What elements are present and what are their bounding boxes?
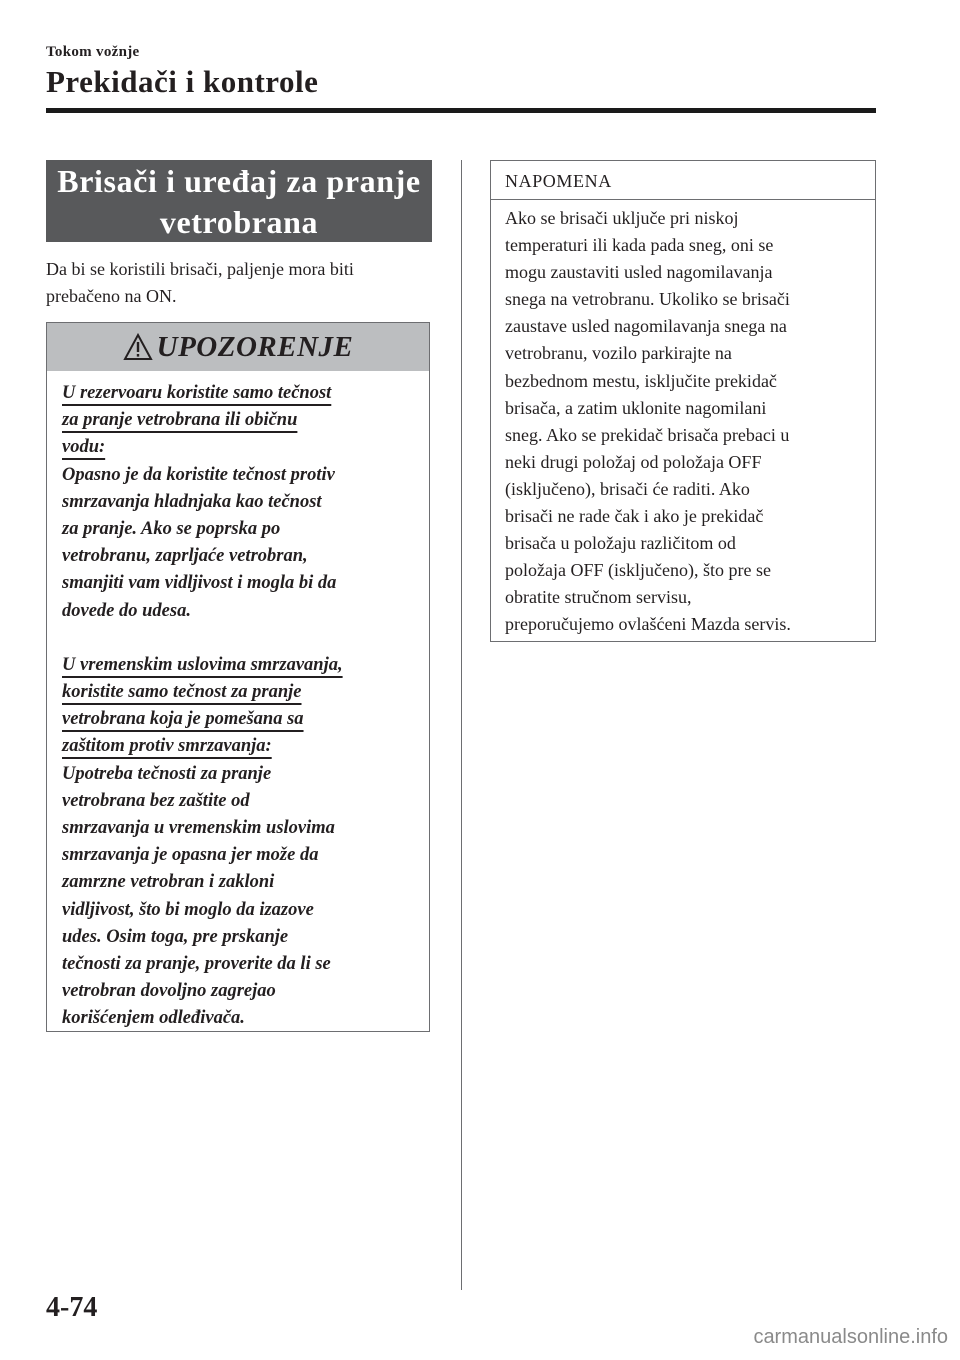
header-rule <box>46 108 876 113</box>
note-line: snega na vetrobranu. Ukoliko se brisači <box>505 289 790 310</box>
warning-text-line: udes. Osim toga, pre prskanje <box>62 926 289 947</box>
watermark-text: carmanualsonline.info <box>753 1326 948 1348</box>
section-title-line1: Brisači i uređaj za pranje <box>57 163 421 199</box>
note-line: brisača, a zatim uklonite nagomilani <box>505 397 767 418</box>
warning-text-line: smrzavanja hladnjaka kao tečnost <box>62 491 322 512</box>
warning-text-line: vetrobrana bez zaštite od <box>62 790 250 811</box>
column-divider <box>461 160 462 1290</box>
warning-text-line: vetrobran dovoljno zagrejao <box>62 981 276 1002</box>
intro-paragraph <box>46 256 436 310</box>
warning-text-line: Upotreba tečnosti za pranje <box>62 763 272 784</box>
warning-text-line: smrzavanja je opasna jer može da <box>62 845 319 866</box>
note-line: obratite stručnom servisu, <box>505 587 692 608</box>
warning-text-line: zamrzne vetrobran i zakloni <box>62 872 275 893</box>
warning-text-line: vetrobranu, zaprljaće vetrobran, <box>62 546 308 567</box>
warning-box <box>46 322 430 1032</box>
note-line: bezbednom mestu, isključite prekidač <box>505 370 777 391</box>
note-line: brisači ne rade čak i ako je prekidač <box>505 506 764 527</box>
warning-emphasis-line: koristite samo tečnost za pranje <box>62 682 302 703</box>
warning-text-line: tečnosti za pranje, proverite da li se <box>62 954 331 975</box>
paragraph-gap <box>62 625 422 652</box>
warning-emphasis-line: vodu: <box>62 437 106 458</box>
warning-header <box>47 323 429 371</box>
warning-text-line: vidljivost, što bi moglo da izazove <box>62 899 314 920</box>
note-line: Ako se brisači uključe pri niskoj <box>505 208 739 228</box>
warning-text-line: smanjiti vam vidljivost i mogla bi da <box>62 573 337 594</box>
warning-triangle-icon <box>123 333 153 361</box>
note-line: (isključeno), brisači će raditi. Ako <box>505 478 750 499</box>
intro-line: prebačeno na ON. <box>46 286 177 306</box>
chapter-title: Prekidači i kontrole <box>46 64 319 99</box>
note-line: mogu zaustaviti usled nagomilavanja <box>505 262 773 283</box>
note-line: vetrobranu, vozilo parkirajte na <box>505 343 732 364</box>
note-line: neki drugi položaj od položaja OFF <box>505 451 762 472</box>
running-header-kicker: Tokom vožnje <box>46 44 140 60</box>
warning-emphasis-line: zaštitom protiv smrzavanja: <box>62 736 272 757</box>
warning-text-line: korišćenjem odleđivača. <box>62 1008 245 1029</box>
note-line: zaustave usled nagomilavanja snega na <box>505 316 787 337</box>
note-box <box>490 160 876 642</box>
warning-heading: UPOZORENJE <box>156 330 354 363</box>
note-line: brisača u položaju različitom od <box>505 533 736 554</box>
warning-emphasis-line: U vremenskim uslovima smrzavanja, <box>62 654 343 675</box>
note-heading: NAPOMENA <box>491 161 875 200</box>
page-number: 4-74 <box>46 1292 98 1323</box>
note-line: položaja OFF (isključeno), što pre se <box>505 560 771 581</box>
intro-line: Da bi se koristili brisači, paljenje mora biti <box>46 259 354 279</box>
section-title-box <box>46 160 432 242</box>
warning-text-line: Opasno je da koristite tečnost protiv <box>62 464 335 485</box>
warning-emphasis-line: za pranje vetrobrana ili običnu <box>62 410 298 431</box>
note-line: temperaturi ili kada pada sneg, oni se <box>505 235 774 256</box>
section-title-line2: vetrobrana <box>159 204 319 240</box>
warning-text-line: dovede do udesa. <box>62 600 191 621</box>
warning-text-line: smrzavanja u vremenskim uslovima <box>62 818 335 839</box>
warning-body <box>62 380 422 1033</box>
note-line: sneg. Ako se prekidač brisača prebaci u <box>505 424 790 445</box>
warning-text-line: za pranje. Ako se poprska po <box>62 519 281 540</box>
warning-emphasis-line: vetrobrana koja je pomešana sa <box>62 709 304 730</box>
note-line: preporučujemo ovlašćeni Mazda servis. <box>505 614 791 635</box>
warning-emphasis-line: U rezervoaru koristite samo tečnost <box>62 383 332 403</box>
note-body <box>505 205 867 639</box>
